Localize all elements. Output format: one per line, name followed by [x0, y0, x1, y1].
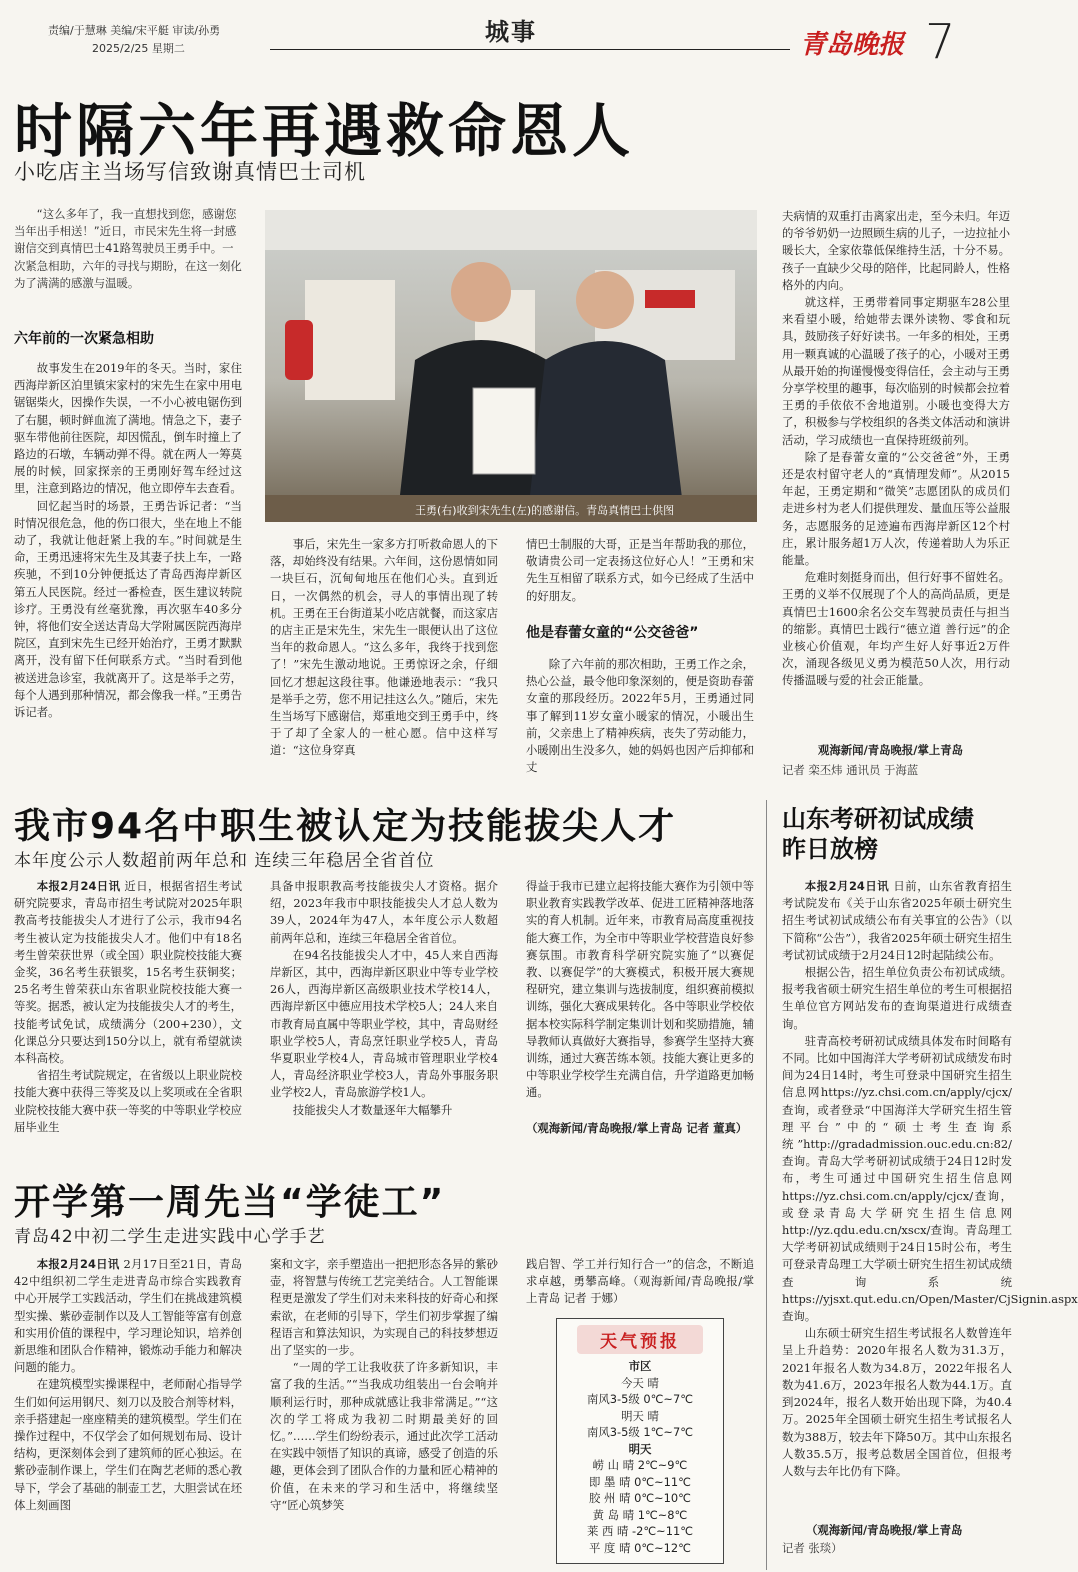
district-sky: 晴	[622, 1458, 635, 1472]
weather-district-row	[557, 1490, 723, 1507]
district-sky: 晴	[619, 1491, 631, 1505]
story1-col4-paragraph-2: 就这样，王勇带着同事定期驱车28公里来看望小暖，给她带去课外读物、零食和玩具，鼓励孩子好好读书。一年多的相处，王勇用一颗真诚的心温暖了孩子的心，小暖对王勇从最开始的拘谨慢慢变得信任，会主动与王勇分享学校里的趣事，每次临别的时候都会拉着王勇的手依依不舍地道别。小暖也变得大方了，积极参与学校组织的各类文体活动和演讲活动，学习成绩也一直保持班级前列。	[782, 295, 1010, 447]
weather-today-temp: 0℃~7℃	[643, 1392, 694, 1406]
story4-paragraph-2: 根据公告，招生单位负责公布初试成绩。报考我省硕士研究生招生单位的考生可根据招生单位官方网站发布的查询渠道进行成绩查询。	[782, 965, 1012, 1031]
story4-body	[782, 878, 1078, 1518]
issue-date: 2025/2/25 星期二	[92, 42, 185, 55]
story1-column-3a	[526, 536, 754, 616]
story1-col1-paragraph-2: 回忆起当时的场景，王勇告诉记者：“当时情况很危急，他的伤口很大，坐在地上不能动了，我就让他赶紧上我的车。”时间就是生命，王勇迅速将宋先生及其妻子扶上车，一路疾驰，不到10分钟便抵达了青岛西海岸新区第五人民医院。经过一番检查，医生建议转院诊疗。王勇没有丝毫犹豫，再次驱车40多分钟，将他们安全送达青岛大学附属医院西海岸院区，直到宋先生已经开始治疗，王勇才默默离开，没有留下任何联系方式。“当时看到他被送进急诊室，我就离开了。这是举手之劳，每个人遇到那种情况，都会像我一样。”王勇告诉记者。	[14, 498, 242, 720]
district-temp: 0℃~12℃	[634, 1540, 691, 1555]
district-name: 黄 岛	[592, 1507, 620, 1522]
district-sky: 晴	[619, 1474, 631, 1489]
story2-column-1	[14, 878, 242, 1156]
district-name: 崂 山	[592, 1458, 620, 1472]
weather-tomorrow-detail	[557, 1424, 723, 1441]
newspaper-logo: 青岛晚报	[800, 30, 905, 60]
story2-byline: （观海新闻/青岛晚报/掌上青岛 记者 董真）	[526, 1121, 748, 1135]
story3-col1-paragraph-2: 在建筑模型实操课程中，老师耐心指导学生们如何运用钢尺、刻刀以及胶合剂等材料，亲手搭建起一座座精美的建筑模型。学生们在操作过程中，不仅学会了如何规划布局、设计结构，更深刻体会到了建筑师的匠心独运。在紫砂壶制作课上，学生们在陶艺老师的悉心教导下，学会了基础的制壶工艺，大胆尝试在坯体上刻画图	[14, 1377, 242, 1512]
story4-headline-line-2: 昨日放榜	[782, 835, 878, 863]
story1-col3-paragraph-2: 除了六年前的那次相助，王勇工作之余，热心公益，最令他印象深刻的，便是资助春蕾女童的那段经历。2022年5月，王勇通过同事了解到11岁女童小暖家的情况，小暖出生前，父亲患上了精神疾病，丧失了劳动能力，小暖刚出生没多久，她的妈妈也因产后抑郁和丈	[526, 657, 754, 775]
weather-district-row	[557, 1507, 723, 1524]
weather-today-wind: 南风3-5级	[586, 1392, 640, 1406]
story1-photo	[265, 210, 757, 522]
district-name: 胶 州	[589, 1491, 616, 1505]
district-temp: 0℃~10℃	[634, 1491, 691, 1505]
story4-p1-text: 日前，山东省教育招生考试院发布《关于山东省2025年硕士研究生招生考试初试成绩公布有关事宜的公告》（以下简称“公告”），我省2025年硕士研究生招生考试初试成绩于2月24日12时起陆续公布。	[782, 879, 1012, 962]
story2-col1-text: 近日，根据省招生考试研究院要求，青岛市招生考试院对2025年职教高考技能拔尖人才进行了公示，我市94名考生被认定为技能拔尖人才。他们中有18名考生曾荣获世界（或全国）职业院校技能大赛金奖，36名考生获银奖，15名考生获铜奖；25名考生曾荣获山东省职业院校技能大赛一等奖。据悉，被认定为技能拔尖人才的考生，技能考试免试，成绩满分（200+230），文化课总分只要达到150分以上，就有希望就读本科高校。	[14, 879, 242, 1066]
story4-headline-line-1: 山东考研初试成绩	[782, 805, 974, 833]
district-sky: 晴	[617, 1524, 629, 1538]
story4-dateline: 本报2月24日讯	[804, 879, 890, 893]
story3-dateline: 本报2月24日讯	[36, 1257, 120, 1271]
story1-col4-paragraph-1: 夫病情的双重打击离家出走，至今未归。年迈的爷爷奶奶一边照顾生病的儿子，一边拉扯小暖长大，全家依靠低保维持生活，十分不易。孩子一直缺少父母的陪伴，比起同龄人，性格格外的内向。	[782, 209, 1010, 292]
story1-column-2	[270, 536, 498, 781]
story1-col4-paragraph-3: 除了是春蕾女童的“公交爸爸”外，王勇还是农村留守老人的“真情理发师”。从2015年起，王勇定期和“微笑”志愿团队的成员们走进乡村为老人们提供理发、量血压等公益服务，志愿服务的足迹遍布西海岸新区12个村庄，累计服务超1万人次，传递着助人为乐正能量。	[782, 449, 1010, 568]
story3-column-1	[14, 1256, 242, 1562]
weather-forecast-box	[556, 1318, 724, 1564]
story4-paragraph-4: 山东硕士研究生招生考试报名人数曾连年呈上升趋势：2020年报名人数为31.3万，2021年报名人数为34.8万，2022年报名人数为41.6万，2023年报名人数为44.1万。直到2024年，报名人数开始出现下降，为40.4万。2025年全国硕士研究生招生考试报名人数为388万，较去年下降50万。其中山东报名人数35.5万，报考总数居全国首位，但报考人数与去年比仍有下降。	[782, 1326, 1012, 1478]
story3-headline: 开学第一周先当“学徒工”	[14, 1182, 446, 1223]
weather-district-row	[557, 1457, 723, 1474]
weather-tomorrow-wind: 南风3-5级	[586, 1425, 640, 1439]
story1-subheadline: 小吃店主当场写信致谢真情巴士司机	[14, 160, 366, 184]
story1-subhead-2: 他是春蕾女童的“公交爸爸”	[526, 625, 699, 641]
weather-today-label: 今天 晴	[621, 1375, 659, 1390]
column-divider	[766, 800, 767, 1570]
story1-column-4	[782, 208, 1010, 738]
story3-column-2	[270, 1256, 498, 1562]
story1-reporters: 记者 栾丕炜 通讯员 于海蓝	[782, 763, 919, 777]
weather-district-row	[557, 1540, 723, 1557]
story3-column-3	[526, 1256, 754, 1308]
district-temp: 0℃~11℃	[634, 1474, 691, 1489]
weather-district-list	[557, 1457, 723, 1556]
story4-paragraph-3: 驻青高校考研初试成绩具体发布时间略有不同。比如中国海洋大学考研初试成绩发布时间为24日14时，考生可登录中国研究生招生信息网https://yz.chsi.com.cn/apply/cjcx/查询，或者登录“中国海洋大学研究生招生管理平台”中的“硕士考生查询系统”http://gradadmission.ouc.edu.cn:82/查询。青岛大学考研初试成绩于24日12时发布，考生可通过中国研究生招生信息网https://yz.chsi.com.cn/apply/cjcx/查询，或登录青岛大学研究生招生信息网http://yz.qdu.edu.cn/xscx/查询。青岛理工大学考研初试成绩则于24日15时公布，考生可登录青岛理工大学硕士研究生招生初试成绩查询系统https://yjsxt.qut.edu.cn/Open/Master/CjSignin.aspx查询。	[782, 1033, 1078, 1324]
story2-col2-paragraph-3: 技能拔尖人才数量逐年大幅攀升	[292, 1102, 453, 1117]
story1-col3-paragraph-1: 情巴士制服的大哥，正是当年帮助我的那位，敬请贵公司一定表扬这位好心人！”王勇和宋先生互相留了联系方式，如今已经成了生活中的好朋友。	[526, 537, 754, 603]
story1-col2-paragraph: 事后，宋先生一家多方打听救命恩人的下落，却始终没有结果。六年间，这份恩情如同一块巨石，沉甸甸地压在他们心头。直到近日，一次偶然的机会，寻人的事情出现了转机。王勇在王台街道某小吃店就餐，而这家店的店主正是宋先生，宋先生一眼便认出了这位当年的救命恩人。“这么多年，我终于找到您了！”宋先生激动地说。王勇惊讶之余，仔细回忆才想起这段往事。他谦逊地表示：“我只是举手之劳，您不用记挂这么久。”随后，宋先生当场写下感谢信，郑重地交到王勇手中，终于了却了全家人的一桩心愿。信中这样写道：“这位身穿真	[270, 537, 498, 758]
story1-column-3b	[526, 656, 754, 780]
section-label: 城事	[485, 18, 537, 46]
weather-districts-label: 明天	[628, 1441, 652, 1456]
story2-col1-paragraph-2: 省招生考试院规定，在省级以上职业院校技能大赛中获得三等奖及以上奖项或在全省职业院校技能大赛中获一等奖的中等职业学校应届毕业生	[14, 1068, 242, 1134]
story1-byline: 观海新闻/青岛晚报/掌上青岛	[818, 743, 964, 757]
story1-col4-paragraph-4: 危难时刻挺身而出，但行好事不留姓名。王勇的义举不仅展现了个人的高尚品质，更是真情巴士1600余名公交车驾驶员责任与担当的缩影。真情巴士践行“德立道 善行远”的企业核心价值观，年均产生好人好事近2万件次，涌现各级见义勇为模范50人次，用行动传播温暖与爱的社会正能量。	[782, 570, 1010, 688]
page-number: 7	[925, 14, 956, 70]
district-name: 莱 西	[586, 1524, 614, 1538]
photo-caption: 王勇(右)收到宋先生(左)的感谢信。青岛真情巴士供图	[415, 504, 675, 517]
story3-col3-paragraph: 践启智、学工并行知行合一”的信念，不断追求卓越，勇攀高峰。（观海新闻/青岛晚报/掌上青岛 记者 于娜）	[526, 1257, 754, 1306]
story2-col2-paragraph-1: 具备申报职教高考技能拔尖人才资格。据介绍，2023年我市中职技能拔尖人才总人数为39人，2024年为47人，本年度公示人数超前两年总和，连续三年稳居全省首位。	[270, 879, 498, 945]
story2-col3-paragraph: 得益于我市已建立起将技能大赛作为引领中等职业教育实践教学改革、促进工匠精神落地落实的育人机制。近年来，市教育局高度重视技能大赛工作，为全市中等职业学校营造良好参赛氛围。市教育科学研究院实施了“以赛促教、以赛促学”的大赛模式，积极开展大赛规程研究，建立集训与选拔制度，组织赛前模拟训练，强化大赛成果转化。各中等职业学校依据本校实际科学制定集训计划和奖励措施，辅导教师认真做好大赛指导，参赛学生坚持大赛训练，通过大赛苦练本领。技能大赛让更多的中等职业学校学生充满自信，升学道路更加畅通。	[526, 879, 754, 1100]
story3-col2-paragraph-1: 案和文字，亲手塑造出一把把形态各异的紫砂壶，将智慧与传统工艺完美结合。人工智能课程更是激发了学生们对未来科技的好奇心和探索欲，在老师的引导下，学生们初步掌握了编程语言和算法知识，为实现自己的科技梦想迈出了坚实的一步。	[270, 1257, 498, 1358]
story2-subheadline: 本年度公示人数超前两年总和 连续三年稳居全省首位	[14, 851, 435, 871]
weather-tomorrow-temp: 1℃~7℃	[643, 1425, 694, 1439]
story3-col1-text: 2月17日至21日，青岛42中组织初二学生走进青岛市综合实践教育中心开展学工实践活动，学生们在挑战建筑模型实操、紫砂壶制作以及人工智能等富有创意和实用价值的课程中，学习理论知识，培养创新思维和团队合作精神，锻炼动手能力和解决问题的能力。	[14, 1257, 242, 1375]
story3-subheadline: 青岛42中初二学生走进实践中心学手艺	[14, 1227, 326, 1247]
story2-column-3	[526, 878, 754, 1118]
district-temp: -2℃~11℃	[632, 1524, 694, 1538]
story2-column-2	[270, 878, 498, 1156]
district-sky: 晴	[622, 1507, 635, 1522]
district-name: 平 度	[589, 1540, 616, 1555]
weather-tomorrow-label: 明天 晴	[621, 1408, 659, 1423]
story1-lead: “这么多年了，我一直想找到您，感谢您当年出手相送！”近日，市民宋先生将一封感谢信交到真情巴士41路驾驶员王勇手中。一次紧急相助，六年的寻找与期盼，在这一刻化为了满满的感激与温暖。	[14, 207, 242, 290]
story1-col1-paragraph-1: 故事发生在2019年的冬天。当时，家住西海岸新区泊里镇宋家村的宋先生在家中用电锯锯柴火，因操作失误，一不小心被电锯伤到了右腿，顿时鲜血流了满地。情急之下，妻子驱车带他前往医院，却因慌乱，倒车时撞上了路边的石墩，车辆动弹不得。就在两人一筹莫展的时候，回家探亲的王勇刚好驾车经过这里，注意到路边的情况，他立即停车去查看。	[14, 361, 242, 496]
header-rule	[270, 49, 790, 50]
weather-city-label: 市区	[628, 1359, 652, 1373]
weather-district-row	[557, 1523, 723, 1540]
editors-credit: 责编/于慧琳 美编/宋平艇 审读/孙勇	[48, 24, 221, 37]
district-temp: 1℃~8℃	[637, 1507, 688, 1522]
story1-subhead-1: 六年前的一次紧急相助	[14, 331, 154, 347]
story1-headline: 时隔六年再遇救命恩人	[14, 97, 635, 165]
story2-headline: 我市94名中职生被认定为技能拔尖人才	[14, 806, 677, 847]
district-temp: 2℃~9℃	[637, 1458, 688, 1472]
district-name: 即 墨	[589, 1474, 616, 1489]
district-sky: 晴	[619, 1540, 631, 1555]
story2-col2-paragraph-2: 在94名技能拔尖人才中，45人来自西海岸新区，其中，西海岸新区职业中等专业学校26人，西海岸新区高级职业技术学校14人，西海岸新区中德应用技术学校5人；24人来自市教育局直属中等职业学校，其中，青岛财经职业学校5人，青岛烹饪职业学校5人，青岛华夏职业学校4人，青岛城市管理职业学校4人，青岛经济职业学校3人，青岛外事服务职业学校2人，青岛旅游学校1人。	[270, 947, 498, 1100]
story4-reporter: 记者 张琰）	[782, 1541, 843, 1555]
story2-dateline: 本报2月24日讯	[36, 879, 121, 893]
story3-col2-paragraph-2: “一周的学工让我收获了许多新知识，丰富了我的生活。”“当我成功组装出一台会响并顺利运行时，那种成就感让我非常满足。”“这次的学工将成为我初二时期最美好的回忆。”……学生们纷纷表示，通过此次学工活动在实践中领悟了知识的真谛，感受了创造的乐趣，更体会到了团队合作的力量和匠心精神的价值，在未来的学习和生活中，将继续坚守“匠心筑梦笑	[270, 1360, 498, 1512]
weather-today-detail	[557, 1391, 723, 1408]
weather-district-row	[557, 1474, 723, 1491]
story4-byline: （观海新闻/青岛晚报/掌上青岛	[806, 1523, 963, 1537]
photo-illustration	[265, 210, 757, 522]
story1-column-1	[14, 360, 242, 780]
weather-title: 天气预报	[577, 1325, 703, 1354]
